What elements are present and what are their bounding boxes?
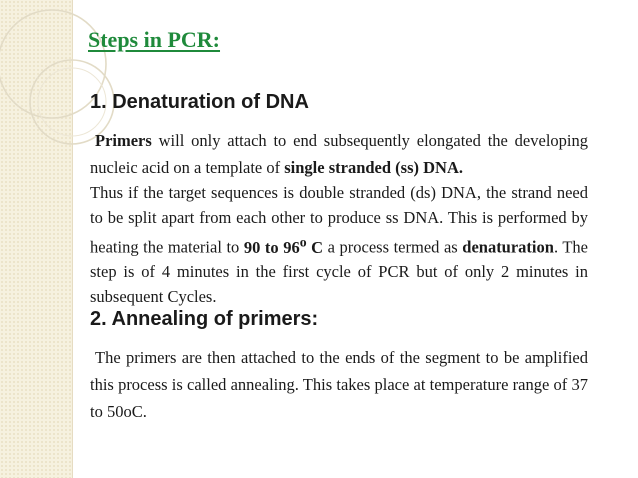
temp-unit: C xyxy=(306,237,324,257)
text-segment: . The step is of 4 minutes in the first cycle of PCR but of only 2 minutes in subsequent Cycles. xyxy=(90,237,588,306)
section-heading-denaturation: 1. Denaturation of DNA xyxy=(90,91,309,113)
bold-single-stranded: single stranded (ss) DNA. xyxy=(284,158,464,177)
denaturation-paragraph-1 xyxy=(90,127,588,181)
section-heading-annealing: 2. Annealing of primers: xyxy=(90,308,319,330)
bold-primers: Primers xyxy=(95,131,152,150)
text-segment: Thus if the target sequences is double stranded (ds) DNA, the strand need to be split apart from each other to produce ss DNA. This is performed by heating the material to xyxy=(90,183,588,257)
slide-title: Steps in PCR: xyxy=(88,27,221,52)
bold-denaturation: denaturation xyxy=(462,237,554,257)
temp-range: 90 to 96 xyxy=(243,237,300,257)
bold-temperature xyxy=(243,234,324,257)
text-segment: will only attach to end subsequently elongated the developing nucleic acid on a template of xyxy=(90,131,588,177)
degree-superscript: o xyxy=(299,234,307,249)
denaturation-paragraph-2 xyxy=(90,181,588,309)
text-segment: a process termed as xyxy=(323,237,463,257)
annealing-paragraph: The primers are then attached to the ends of the segment to be amplified this process is called annealing. This takes place at temperature range of 37 to 50oC. xyxy=(90,348,588,421)
